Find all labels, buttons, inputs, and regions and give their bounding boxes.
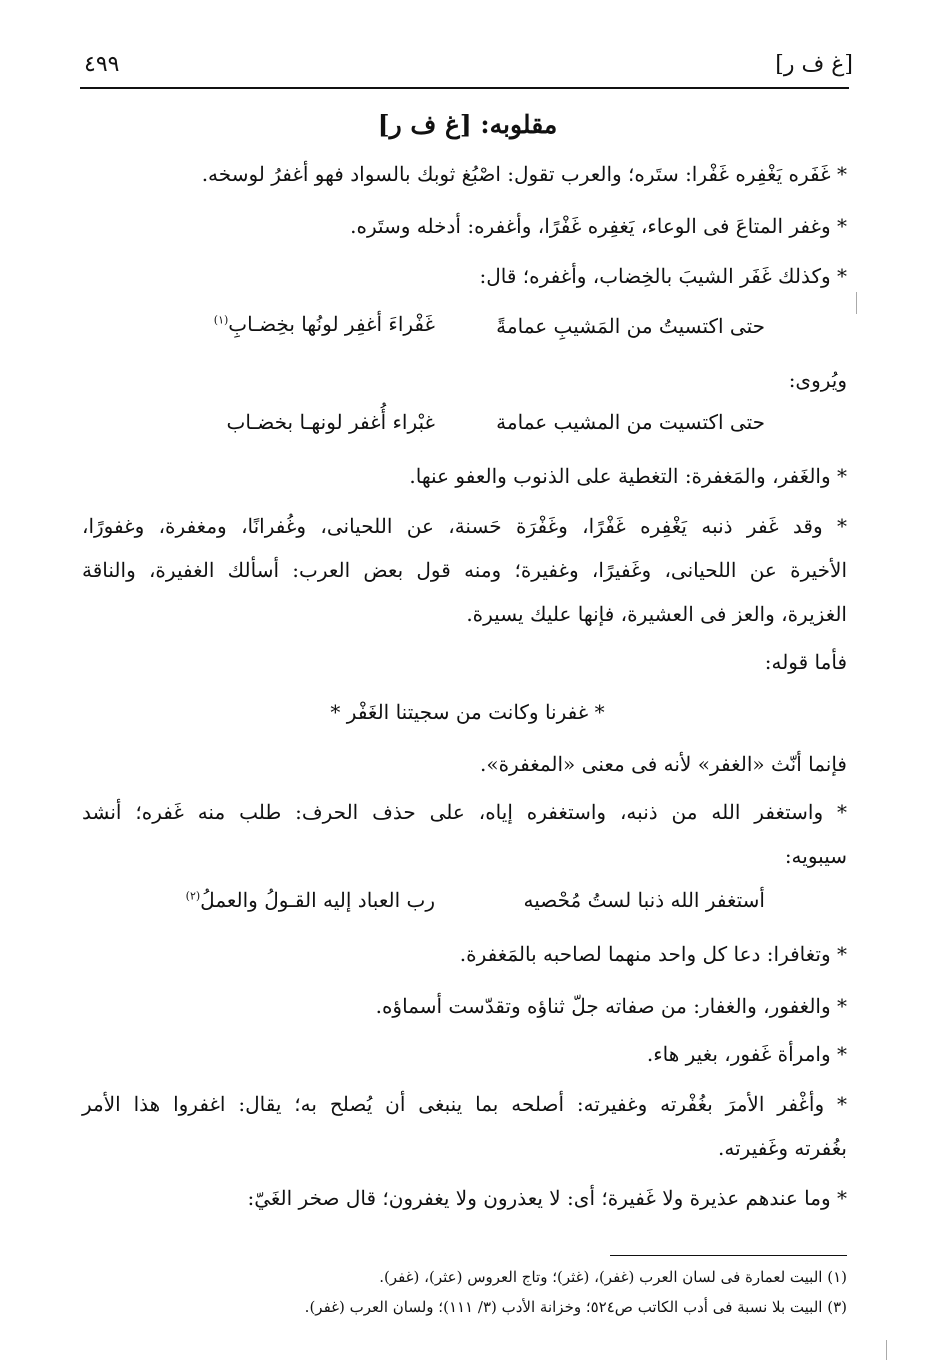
verse2-second-hemistich: غبْراء أُغفر لونهـا بخضـاب	[226, 410, 435, 434]
text-line-9: فإنما أنّث «الغفر» لأنه فى معنى «المغفرة».	[479, 752, 847, 776]
text-line-1: * غَفَره يَغْفِره غَفْرا: ستَره؛ والعرب تقول: اصْبُغ ثوبك بالسواد فهو أغفرُ لوسخه.	[201, 162, 847, 186]
header-rule	[80, 87, 849, 89]
verse3-first-hemistich: أستغفر الله ذنبا لستُ مُحْصيه	[523, 888, 765, 912]
margin-tick-mark	[856, 292, 857, 314]
hemistich-quote: * غفرنا وكانت من سجيتنا الغَفْر *	[330, 700, 605, 724]
text-line-15: * وأغْفر الأمرَ بغُفْرته وغفيرته: أصلحه بما ينبغى أن يُصلح به؛ يقال: اغفروا هذا الأمر	[82, 1092, 847, 1116]
text-line-3: * وكذلك غَفَر الشيبَ بالخِضاب، وأغفره؛ قال:	[479, 264, 847, 288]
text-line-7: الغزيرة، والعز فى العشيرة، فإنها عليك يسيرة.	[466, 602, 847, 626]
section-title: مقلوبه: [غ ف ر]	[377, 110, 558, 139]
running-header-root: [غ ف ر]	[775, 52, 853, 77]
text-line-14: * وامرأة غَفور، بغير هاء.	[646, 1042, 847, 1066]
text-line-5: * وقد غَفر ذنبه يَغْفِره غَفْرًا، وغَفْرَة حَسنة، عن اللحيانى، وغُفرانًا، ومغفرة، وغفورًا،	[82, 514, 847, 538]
text-line-16: بغُفرته وغَفيرته.	[718, 1136, 847, 1160]
page-number: ٤٩٩	[84, 52, 120, 77]
text-line-2: * وغفر المتاعَ فى الوعاء، يَغفِره غَفْرًا، وأغفره: أدخله وستَره.	[350, 214, 847, 238]
footnote-ref-1: (١)	[213, 313, 229, 327]
footnote-ref-2: (٢)	[185, 889, 201, 903]
verse2-first-hemistich: حتى اكتسيت من المشيب عمامة	[496, 410, 765, 434]
verse1-second-hemistich	[214, 312, 435, 336]
text-line-4: * والغَفر، والمَغفرة: التغطية على الذنوب والعفو عنها.	[409, 464, 847, 488]
footnote-2: (٣) البيت بلا نسبة فى أدب الكاتب ص٥٢٤؛ وخزانة الأدب (٣/ ١١١)؛ ولسان العرب (غفر).	[304, 1298, 847, 1316]
text-line-17: * وما عندهم عذيرة ولا غَفيرة؛ أى: لا يعذرون ولا يغفرون؛ قال صخر الغَيّ:	[247, 1186, 847, 1210]
text-line-11: سيبويه:	[784, 844, 847, 868]
footnote-rule	[610, 1255, 847, 1256]
yurwa-label: ويُروى:	[788, 368, 847, 392]
text-line-10: * واستغفر الله من ذنبه، واستغفره إياه، على حذف الحرف: طلب منه غَفره؛ أنشد	[82, 800, 847, 824]
verse3-second-text: رب العباد إليه القـولُ والعملُ	[200, 888, 435, 912]
margin-tick-mark	[886, 1340, 887, 1360]
verse1-first-hemistich: حتى اكتسيتُ من المَشيبِ عمامةً	[496, 314, 765, 338]
text-line-8: فأما قوله:	[764, 650, 847, 674]
text-line-6: الأخيرة عن اللحيانى، وغَفيرًا، وغفيرة؛ ومنه قول بعض العرب: أسألك الغفيرة، والناقة	[82, 558, 847, 582]
text-line-12: * وتغافرا: دعا كل واحد منهما لصاحبه بالمَغفرة.	[459, 942, 847, 966]
verse3-second-hemistich	[186, 888, 435, 912]
verse1-second-text: غَفْراءَ أغفِر لونُها بخِضـابِ	[228, 312, 435, 336]
text-line-13: * والغفور، والغفار: من صفاته جلّ ثناؤه وتقدّست أسماؤه.	[375, 994, 847, 1018]
footnote-1: (١) البيت لعمارة فى لسان العرب (غفر)، (غثر)؛ وتاج العروس (عثر)، (غفر).	[379, 1268, 847, 1286]
